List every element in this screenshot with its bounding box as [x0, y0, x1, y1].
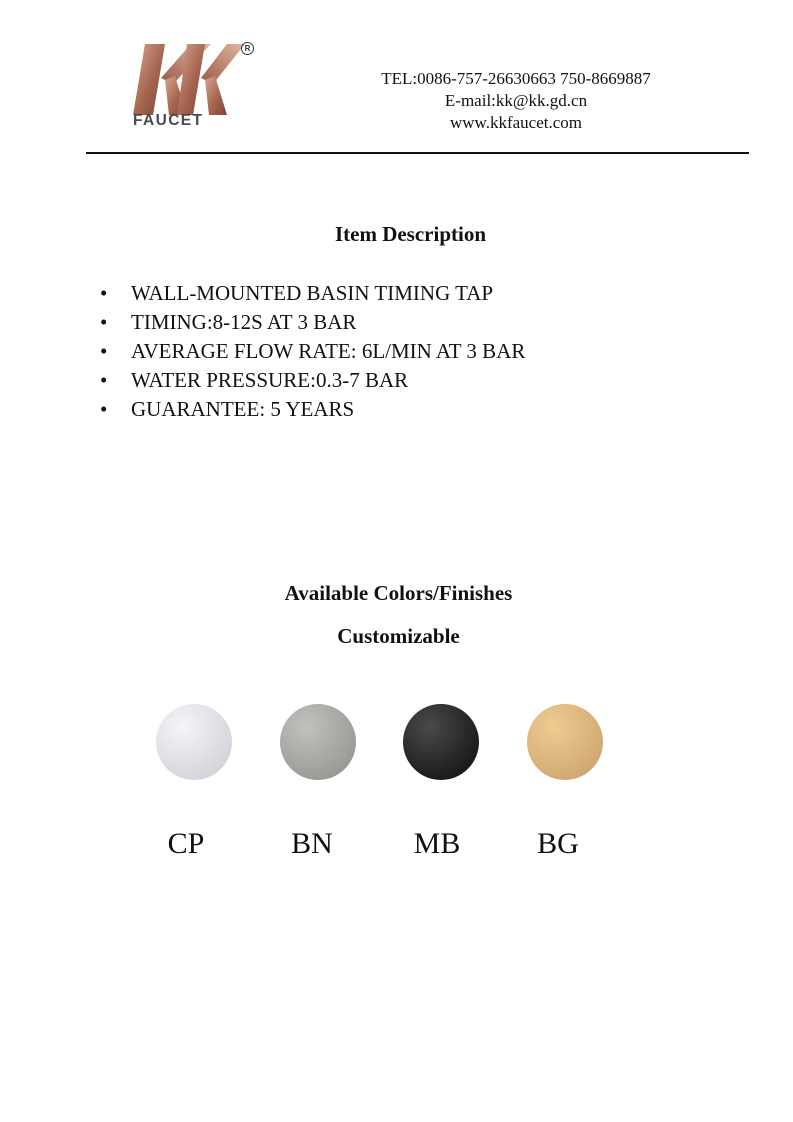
- contact-email: E-mail:kk@kk.gd.cn: [444, 91, 588, 110]
- item-description-list: [100, 279, 525, 424]
- list-item: • TIMING:8-12S AT 3 BAR: [100, 308, 525, 337]
- contact-tel: TEL:0086-757-26630663 750-8669887: [381, 69, 651, 88]
- contact-website: www.kkfaucet.com: [449, 113, 582, 132]
- kk-logo-mark-icon: [131, 42, 256, 116]
- logo-text: FAUCET: [133, 112, 204, 129]
- swatch-bn: [280, 704, 356, 780]
- list-item: • AVERAGE FLOW RATE: 6L/MIN AT 3 BAR: [100, 337, 525, 366]
- finishes-subtitle: Customizable: [337, 624, 460, 648]
- item-description-title: Item Description: [334, 222, 487, 246]
- list-item: • WALL-MOUNTED BASIN TIMING TAP: [100, 279, 525, 308]
- contact-info: [340, 68, 692, 134]
- swatch-label-bg: BG: [537, 827, 579, 860]
- swatch-label-mb: MB: [413, 827, 461, 860]
- swatch-bg: [527, 704, 603, 780]
- registered-mark: R: [241, 42, 254, 55]
- swatch-label-bn: BN: [291, 827, 333, 860]
- swatch-cp: [156, 704, 232, 780]
- kk-faucet-logo: [131, 42, 256, 134]
- list-item: • WATER PRESSURE:0.3-7 BAR: [100, 366, 525, 395]
- list-item: • GUARANTEE: 5 YEARS: [100, 395, 525, 424]
- swatch-mb: [403, 704, 479, 780]
- finishes-title: Available Colors/Finishes: [284, 581, 513, 605]
- header-divider: [86, 152, 749, 154]
- swatch-label-cp: CP: [167, 827, 205, 860]
